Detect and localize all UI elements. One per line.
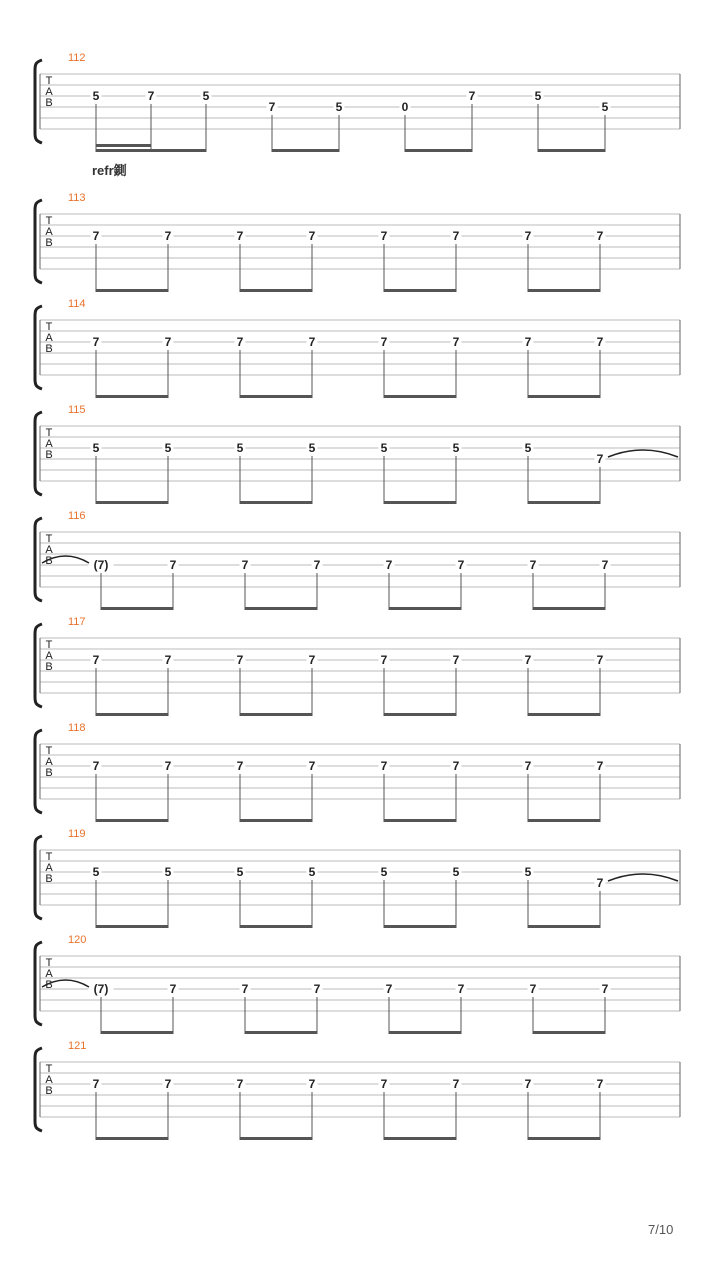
- note-beam: [240, 925, 312, 928]
- note-beam: [384, 819, 456, 822]
- system-bracket: [35, 306, 42, 389]
- note-beam: [245, 607, 317, 610]
- system-bracket: [35, 200, 42, 283]
- tab-clef-letter: A: [45, 86, 53, 98]
- fret-number: 0: [401, 100, 409, 114]
- note-beam: [96, 501, 168, 504]
- staff-system: [0, 192, 720, 298]
- system-bracket: [35, 624, 42, 707]
- section-label: refr鍘: [92, 163, 127, 178]
- fret-number: 7: [380, 653, 388, 667]
- fret-number: 7: [169, 558, 177, 572]
- fret-number: 7: [385, 982, 393, 996]
- fret-number: 7: [596, 1077, 604, 1091]
- fret-number: 7: [169, 982, 177, 996]
- staff-system: [0, 828, 720, 934]
- fret-number: 5: [452, 865, 460, 879]
- system-bracket: [35, 60, 42, 143]
- tab-clef-letter: B: [45, 237, 53, 249]
- fret-number: 7: [452, 759, 460, 773]
- note-beam: [101, 607, 173, 610]
- fret-number: 7: [236, 653, 244, 667]
- measure-number: 117: [68, 616, 86, 628]
- tab-staff: [0, 616, 720, 722]
- system-bracket: [35, 730, 42, 813]
- staff-system: [0, 934, 720, 1040]
- staff-system: [0, 52, 720, 158]
- tab-staff: [0, 298, 720, 404]
- fret-number: 7: [164, 1077, 172, 1091]
- measure-number: 112: [68, 52, 86, 64]
- measure-number: 119: [68, 828, 86, 840]
- fret-number: 7: [596, 335, 604, 349]
- note-beam: [528, 289, 600, 292]
- fret-number: 7: [380, 335, 388, 349]
- system-bracket: [35, 1048, 42, 1131]
- system-bracket: [35, 412, 42, 495]
- fret-number: 7: [147, 89, 155, 103]
- measure-number: 120: [68, 934, 87, 946]
- fret-number: 7: [313, 982, 321, 996]
- measure-number: 113: [68, 192, 86, 204]
- fret-number: 7: [313, 558, 321, 572]
- note-beam: [389, 607, 461, 610]
- fret-number: 5: [601, 100, 609, 114]
- fret-number: 5: [164, 865, 172, 879]
- fret-number: 7: [164, 229, 172, 243]
- tab-clef-letter: T: [45, 533, 53, 545]
- tab-staff: [0, 404, 720, 510]
- tab-clef-letter: A: [45, 968, 53, 980]
- tab-clef-letter: B: [45, 979, 53, 991]
- fret-number: 5: [308, 865, 316, 879]
- note-beam: [528, 501, 600, 504]
- fret-number: 7: [236, 1077, 244, 1091]
- fret-number: 7: [524, 335, 532, 349]
- fret-number: 7: [596, 452, 604, 466]
- note-beam: [96, 395, 168, 398]
- fret-number: 5: [524, 865, 532, 879]
- fret-number: 5: [236, 865, 244, 879]
- fret-number: 7: [385, 558, 393, 572]
- fret-number: 5: [380, 865, 388, 879]
- note-beam: [538, 149, 605, 152]
- system-bracket: [35, 942, 42, 1025]
- note-beam: [384, 1137, 456, 1140]
- fret-number: 7: [308, 335, 316, 349]
- note-beam: [96, 713, 168, 716]
- tab-staff: [0, 510, 720, 616]
- tab-staff: [0, 192, 720, 298]
- fret-number: 7: [601, 982, 609, 996]
- tab-staff: [0, 828, 720, 934]
- tab-clef-letter: B: [45, 449, 53, 461]
- fret-number: 7: [308, 1077, 316, 1091]
- page-number: 7/10: [648, 1222, 674, 1237]
- note-beam: [96, 925, 168, 928]
- measure-number: 116: [68, 510, 86, 522]
- note-beam: [96, 819, 168, 822]
- fret-number: 7: [236, 759, 244, 773]
- fret-number: 7: [241, 558, 249, 572]
- note-beam: [405, 149, 472, 152]
- tab-clef-letter: T: [45, 745, 53, 757]
- fret-number: 5: [380, 441, 388, 455]
- note-beam: [245, 1031, 317, 1034]
- fret-number: 5: [308, 441, 316, 455]
- tab-clef-letter: B: [45, 873, 53, 885]
- tab-clef-letter: B: [45, 1085, 53, 1097]
- fret-number: 7: [236, 335, 244, 349]
- fret-number: 7: [164, 759, 172, 773]
- note-beam: [240, 1137, 312, 1140]
- note-beam: [96, 289, 168, 292]
- tab-clef-letter: T: [45, 321, 53, 333]
- fret-number: 7: [380, 1077, 388, 1091]
- fret-number: 5: [452, 441, 460, 455]
- tab-clef-letter: B: [45, 97, 53, 109]
- tab-clef-letter: B: [45, 661, 53, 673]
- note-beam: [240, 395, 312, 398]
- tab-staff: [0, 1040, 720, 1146]
- note-beam: [240, 289, 312, 292]
- tab-clef-letter: A: [45, 756, 53, 768]
- tab-clef-letter: A: [45, 544, 53, 556]
- fret-number: 5: [164, 441, 172, 455]
- note-beam: [528, 713, 600, 716]
- tab-clef-letter: T: [45, 851, 53, 863]
- fret-number: 7: [308, 759, 316, 773]
- tab-clef-letter: T: [45, 957, 53, 969]
- fret-number: 7: [529, 982, 537, 996]
- measure-number: 115: [68, 404, 86, 416]
- fret-number: 5: [236, 441, 244, 455]
- fret-number: 5: [92, 89, 100, 103]
- staff-system: [0, 722, 720, 828]
- fret-number: 7: [457, 982, 465, 996]
- system-bracket: [35, 518, 42, 601]
- note-beam-secondary: [96, 144, 151, 147]
- fret-number: 7: [596, 229, 604, 243]
- note-beam: [272, 149, 339, 152]
- measure-number: 114: [68, 298, 86, 310]
- fret-number: 7: [596, 876, 604, 890]
- note-beam: [101, 1031, 173, 1034]
- tab-clef-letter: B: [45, 767, 53, 779]
- fret-number: 5: [92, 441, 100, 455]
- tab-clef-letter: A: [45, 1074, 53, 1086]
- fret-number: 7: [92, 229, 100, 243]
- note-beam: [96, 149, 206, 152]
- fret-number: 7: [529, 558, 537, 572]
- fret-number: 7: [596, 653, 604, 667]
- fret-number: 7: [596, 759, 604, 773]
- fret-number: 7: [380, 229, 388, 243]
- tab-clef-letter: B: [45, 343, 53, 355]
- fret-number: 5: [335, 100, 343, 114]
- tab-clef-letter: T: [45, 639, 53, 651]
- fret-number: 7: [452, 653, 460, 667]
- tab-staff: [0, 52, 720, 158]
- fret-number: 7: [92, 653, 100, 667]
- staff-system: [0, 404, 720, 510]
- note-beam: [389, 1031, 461, 1034]
- fret-number: 5: [202, 89, 210, 103]
- fret-number: 7: [92, 759, 100, 773]
- fret-number: 7: [452, 335, 460, 349]
- fret-number: 7: [92, 1077, 100, 1091]
- fret-number: 7: [308, 653, 316, 667]
- note-beam: [384, 501, 456, 504]
- note-beam: [533, 1031, 605, 1034]
- tab-clef-letter: A: [45, 438, 53, 450]
- note-beam: [528, 395, 600, 398]
- tab-clef-letter: B: [45, 555, 53, 567]
- note-beam: [96, 1137, 168, 1140]
- fret-number: 7: [164, 335, 172, 349]
- fret-number: 7: [457, 558, 465, 572]
- note-beam: [384, 713, 456, 716]
- tab-clef-letter: T: [45, 427, 53, 439]
- staff-system: [0, 510, 720, 616]
- fret-number: 7: [601, 558, 609, 572]
- tab-staff: [0, 722, 720, 828]
- tie-arc: [608, 874, 678, 881]
- fret-number: 7: [468, 89, 476, 103]
- fret-number: 7: [524, 653, 532, 667]
- tab-clef-letter: T: [45, 1063, 53, 1075]
- fret-number: 7: [524, 229, 532, 243]
- note-beam: [240, 819, 312, 822]
- tab-staff: [0, 934, 720, 1040]
- note-beam: [533, 607, 605, 610]
- fret-number: 5: [534, 89, 542, 103]
- tab-clef-letter: A: [45, 332, 53, 344]
- fret-number: 7: [380, 759, 388, 773]
- fret-number: 7: [92, 335, 100, 349]
- fret-number: 7: [308, 229, 316, 243]
- measure-number: 118: [68, 722, 86, 734]
- fret-number: (7): [93, 982, 109, 996]
- fret-number: 7: [452, 1077, 460, 1091]
- staff-system: [0, 616, 720, 722]
- system-bracket: [35, 836, 42, 919]
- tab-clef-letter: A: [45, 226, 53, 238]
- tie-arc: [608, 450, 678, 457]
- fret-number: 7: [524, 759, 532, 773]
- fret-number: (7): [93, 558, 109, 572]
- fret-number: 7: [241, 982, 249, 996]
- measure-number: 121: [68, 1040, 87, 1052]
- note-beam: [528, 925, 600, 928]
- tab-clef-letter: T: [45, 215, 53, 227]
- fret-number: 7: [236, 229, 244, 243]
- note-beam: [384, 289, 456, 292]
- tab-clef-letter: T: [45, 75, 53, 87]
- note-beam: [240, 713, 312, 716]
- fret-number: 7: [164, 653, 172, 667]
- note-beam: [384, 925, 456, 928]
- fret-number: 7: [524, 1077, 532, 1091]
- note-beam: [528, 1137, 600, 1140]
- fret-number: 7: [452, 229, 460, 243]
- fret-number: 5: [92, 865, 100, 879]
- fret-number: 5: [524, 441, 532, 455]
- staff-system: [0, 298, 720, 404]
- fret-number: 7: [268, 100, 276, 114]
- note-beam: [384, 395, 456, 398]
- tab-clef-letter: A: [45, 650, 53, 662]
- staff-system: [0, 1040, 720, 1146]
- tab-clef-letter: A: [45, 862, 53, 874]
- note-beam: [528, 819, 600, 822]
- note-beam: [240, 501, 312, 504]
